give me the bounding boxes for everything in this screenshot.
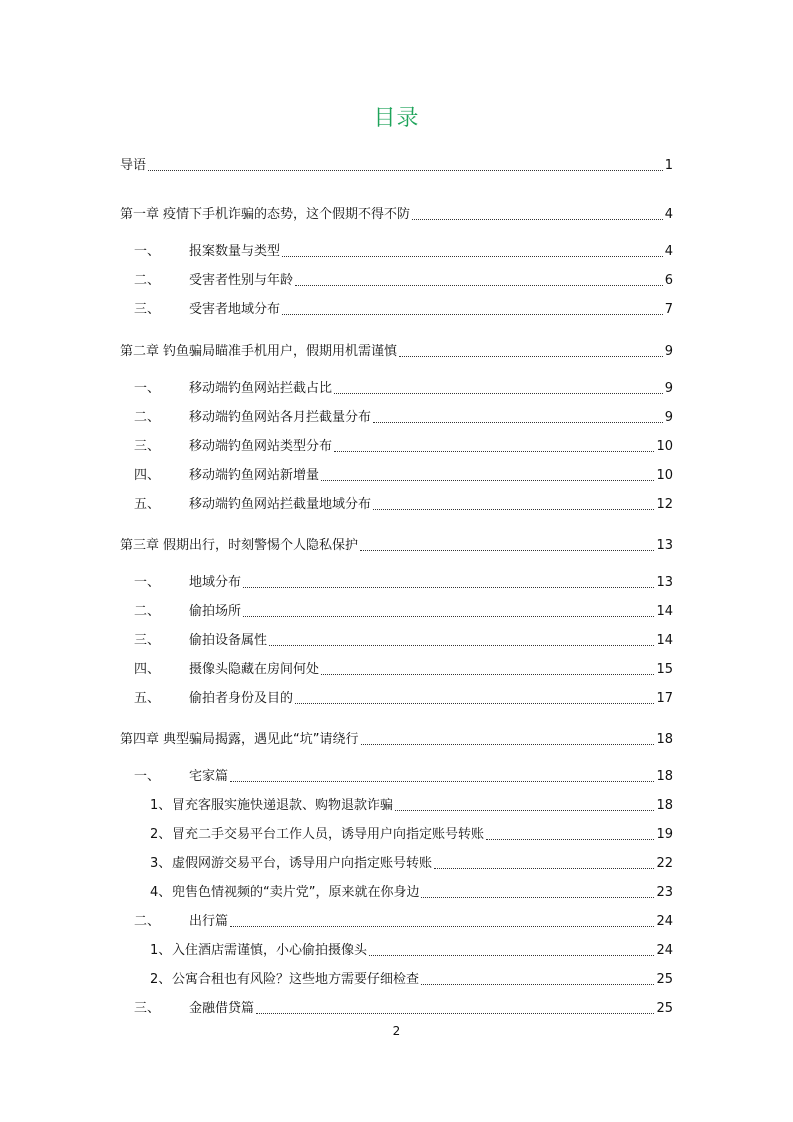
toc-entry[interactable]: [120, 825, 673, 845]
toc-entry[interactable]: [120, 854, 673, 874]
toc-dot-leader: [434, 868, 654, 869]
toc-entry-page: 9: [664, 381, 673, 396]
toc-entry-number: 一、: [134, 244, 161, 259]
toc-entry-label: 地域分布: [189, 575, 242, 590]
toc-entry-label: 受害者性别与年龄: [189, 273, 294, 288]
toc-entry[interactable]: [120, 883, 673, 903]
toc-entry-page: 10: [656, 468, 673, 483]
toc-entry-number: 一、: [134, 575, 161, 590]
toc-entry[interactable]: [120, 156, 673, 176]
toc-entry-label: 兜售色情视频的“卖片党”，原来就在你身边: [172, 885, 420, 900]
toc-entry-number: 二、: [134, 273, 161, 288]
toc-entry[interactable]: [120, 602, 673, 622]
toc-entry-number: 五、: [134, 691, 161, 706]
toc-entry-label: 偷拍者身份及目的: [189, 691, 294, 706]
toc-entry[interactable]: [120, 970, 673, 990]
toc-entry-label: 冒充二手交易平台工作人员，诱导用户向指定账号转账: [172, 827, 485, 842]
toc-entry-number: 五、: [134, 497, 161, 512]
toc-entry[interactable]: [120, 379, 673, 399]
toc-entry-number: 三、: [134, 302, 161, 317]
toc-entry-label: 移动端钓鱼网站类型分布: [189, 439, 333, 454]
toc-entry-number: 4、: [150, 885, 172, 900]
toc-entry-page: 14: [656, 604, 673, 619]
toc-entry-page: 12: [656, 497, 673, 512]
toc-entry-label: 摄像头隐藏在房间何处: [189, 662, 320, 677]
toc-dot-leader: [360, 550, 654, 551]
toc-entry[interactable]: [120, 408, 673, 428]
toc-entry-label: 导语: [120, 158, 147, 173]
toc-entry-page: 24: [656, 914, 673, 929]
toc-entry[interactable]: [120, 536, 673, 556]
toc-entry[interactable]: [120, 730, 673, 750]
toc-dot-leader: [421, 984, 654, 985]
toc-entry-page: 1: [664, 158, 673, 173]
toc-dot-leader: [269, 645, 654, 646]
toc-dot-leader: [334, 393, 663, 394]
toc-entry-page: 4: [664, 244, 673, 259]
toc-entry-number: 第二章: [120, 344, 160, 359]
toc-entry-label: 报案数量与类型: [189, 244, 281, 259]
toc-entry-number: 四、: [134, 662, 161, 677]
toc-entry-label: 入住酒店需谨慎，小心偷拍摄像头: [172, 943, 368, 958]
toc-entry-number: 一、: [134, 769, 161, 784]
toc-dot-leader: [282, 256, 663, 257]
toc-entry-page: 15: [656, 662, 673, 677]
toc-entry-number: 2、: [150, 972, 172, 987]
toc-entry-label: 出行篇: [189, 914, 229, 929]
toc-entry-page: 9: [664, 344, 673, 359]
toc-entry[interactable]: [120, 912, 673, 932]
toc-dot-leader: [412, 219, 663, 220]
toc-entry[interactable]: [120, 689, 673, 709]
toc-entry-number: 四、: [134, 468, 161, 483]
toc-entry-label: 公寓合租也有风险？这些地方需要仔细检查: [172, 972, 420, 987]
toc-dot-leader: [373, 422, 663, 423]
toc-dot-leader: [230, 926, 654, 927]
toc-entry-number: 三、: [134, 1001, 161, 1016]
toc-dot-leader: [321, 674, 654, 675]
toc-entry-page: 10: [656, 439, 673, 454]
toc-dot-leader: [230, 781, 654, 782]
toc-entry[interactable]: [120, 573, 673, 593]
toc-dot-leader: [295, 703, 654, 704]
toc-entry-number: 二、: [134, 914, 161, 929]
toc-entry-label: 移动端钓鱼网站新增量: [189, 468, 320, 483]
toc-dot-leader: [486, 839, 654, 840]
toc-dot-leader: [334, 451, 654, 452]
toc-entry-page: 4: [664, 207, 673, 222]
toc-entry[interactable]: [120, 631, 673, 651]
toc-entry[interactable]: [120, 300, 673, 320]
toc-entry-label: 移动端钓鱼网站各月拦截量分布: [189, 410, 372, 425]
toc-entry-number: 1、: [150, 943, 172, 958]
toc-title: 目录: [373, 106, 420, 131]
toc-entry-label: 移动端钓鱼网站拦截占比: [189, 381, 333, 396]
toc-entry[interactable]: [120, 941, 673, 961]
toc-dot-leader: [395, 810, 654, 811]
toc-entry[interactable]: [120, 205, 673, 225]
toc-entry-page: 9: [664, 410, 673, 425]
toc-entry[interactable]: [120, 342, 673, 362]
toc-entry-page: 14: [656, 633, 673, 648]
toc-entry-page: 7: [664, 302, 673, 317]
toc-entry-label: 虚假网游交易平台，诱导用户向指定账号转账: [172, 856, 433, 871]
toc-dot-leader: [243, 616, 654, 617]
toc-entry-number: 2、: [150, 827, 172, 842]
toc-entry[interactable]: [120, 660, 673, 680]
toc-entry[interactable]: [120, 271, 673, 291]
toc-entry-number: 二、: [134, 604, 161, 619]
toc-entry-number: 二、: [134, 410, 161, 425]
toc-entry-number: 三、: [134, 439, 161, 454]
toc-entry-page: 22: [656, 856, 673, 871]
toc-entry-label: 典型骗局揭露，遇见此“坑”请绕行: [163, 732, 359, 747]
toc-entry-label: 钓鱼骗局瞄准手机用户，假期用机需谨慎: [163, 344, 398, 359]
toc-dot-leader: [399, 356, 663, 357]
toc-entry-page: 25: [656, 972, 673, 987]
toc-entry-number: 第一章: [120, 207, 160, 222]
toc-entry-page: 23: [656, 885, 673, 900]
toc-dot-leader: [373, 509, 654, 510]
toc-entry-page: 17: [656, 691, 673, 706]
toc-entry-label: 冒充客服实施快递退款、购物退款诈骗: [172, 798, 394, 813]
toc-entry-number: 三、: [134, 633, 161, 648]
toc-dot-leader: [369, 955, 654, 956]
toc-dot-leader: [321, 480, 654, 481]
toc-dot-leader: [256, 1013, 654, 1014]
toc-entry-label: 移动端钓鱼网站拦截量地域分布: [189, 497, 372, 512]
toc-dot-leader: [148, 170, 663, 171]
toc-dot-leader: [295, 285, 663, 286]
toc-dot-leader: [361, 744, 655, 745]
toc-entry[interactable]: [120, 437, 673, 457]
toc-entry[interactable]: [120, 466, 673, 486]
toc-entry[interactable]: [120, 796, 673, 816]
toc-entry[interactable]: [120, 242, 673, 262]
toc-entry-page: 18: [656, 798, 673, 813]
toc-entry-page: 25: [656, 1001, 673, 1016]
page-number: 2: [392, 1024, 401, 1038]
toc-entry-label: 偷拍场所: [189, 604, 242, 619]
toc-dot-leader: [243, 587, 654, 588]
toc-entry-label: 宅家篇: [189, 769, 229, 784]
toc-entry-number: 一、: [134, 381, 161, 396]
toc-entry-page: 18: [656, 769, 673, 784]
toc-entry-number: 第三章: [120, 538, 160, 553]
toc-entry-label: 受害者地域分布: [189, 302, 281, 317]
toc-entry-label: 金融借贷篇: [189, 1001, 255, 1016]
toc-entry-page: 18: [656, 732, 673, 747]
toc-entry-page: 13: [656, 538, 673, 553]
toc-entry-label: 疫情下手机诈骗的态势，这个假期不得不防: [163, 207, 411, 222]
toc-entry[interactable]: [120, 767, 673, 787]
toc-entry-number: 第四章: [120, 732, 160, 747]
toc-entry-page: 6: [664, 273, 673, 288]
toc-entry-label: 假期出行，时刻警惕个人隐私保护: [163, 538, 359, 553]
toc-entry-number: 3、: [150, 856, 172, 871]
toc-entry[interactable]: [120, 999, 673, 1019]
toc-dot-leader: [282, 314, 663, 315]
toc-entry-page: 24: [656, 943, 673, 958]
toc-entry-number: 1、: [150, 798, 172, 813]
toc-entry-page: 13: [656, 575, 673, 590]
toc-dot-leader: [421, 897, 654, 898]
toc-entry[interactable]: [120, 495, 673, 515]
toc-entry-page: 19: [656, 827, 673, 842]
toc-entry-label: 偷拍设备属性: [189, 633, 268, 648]
